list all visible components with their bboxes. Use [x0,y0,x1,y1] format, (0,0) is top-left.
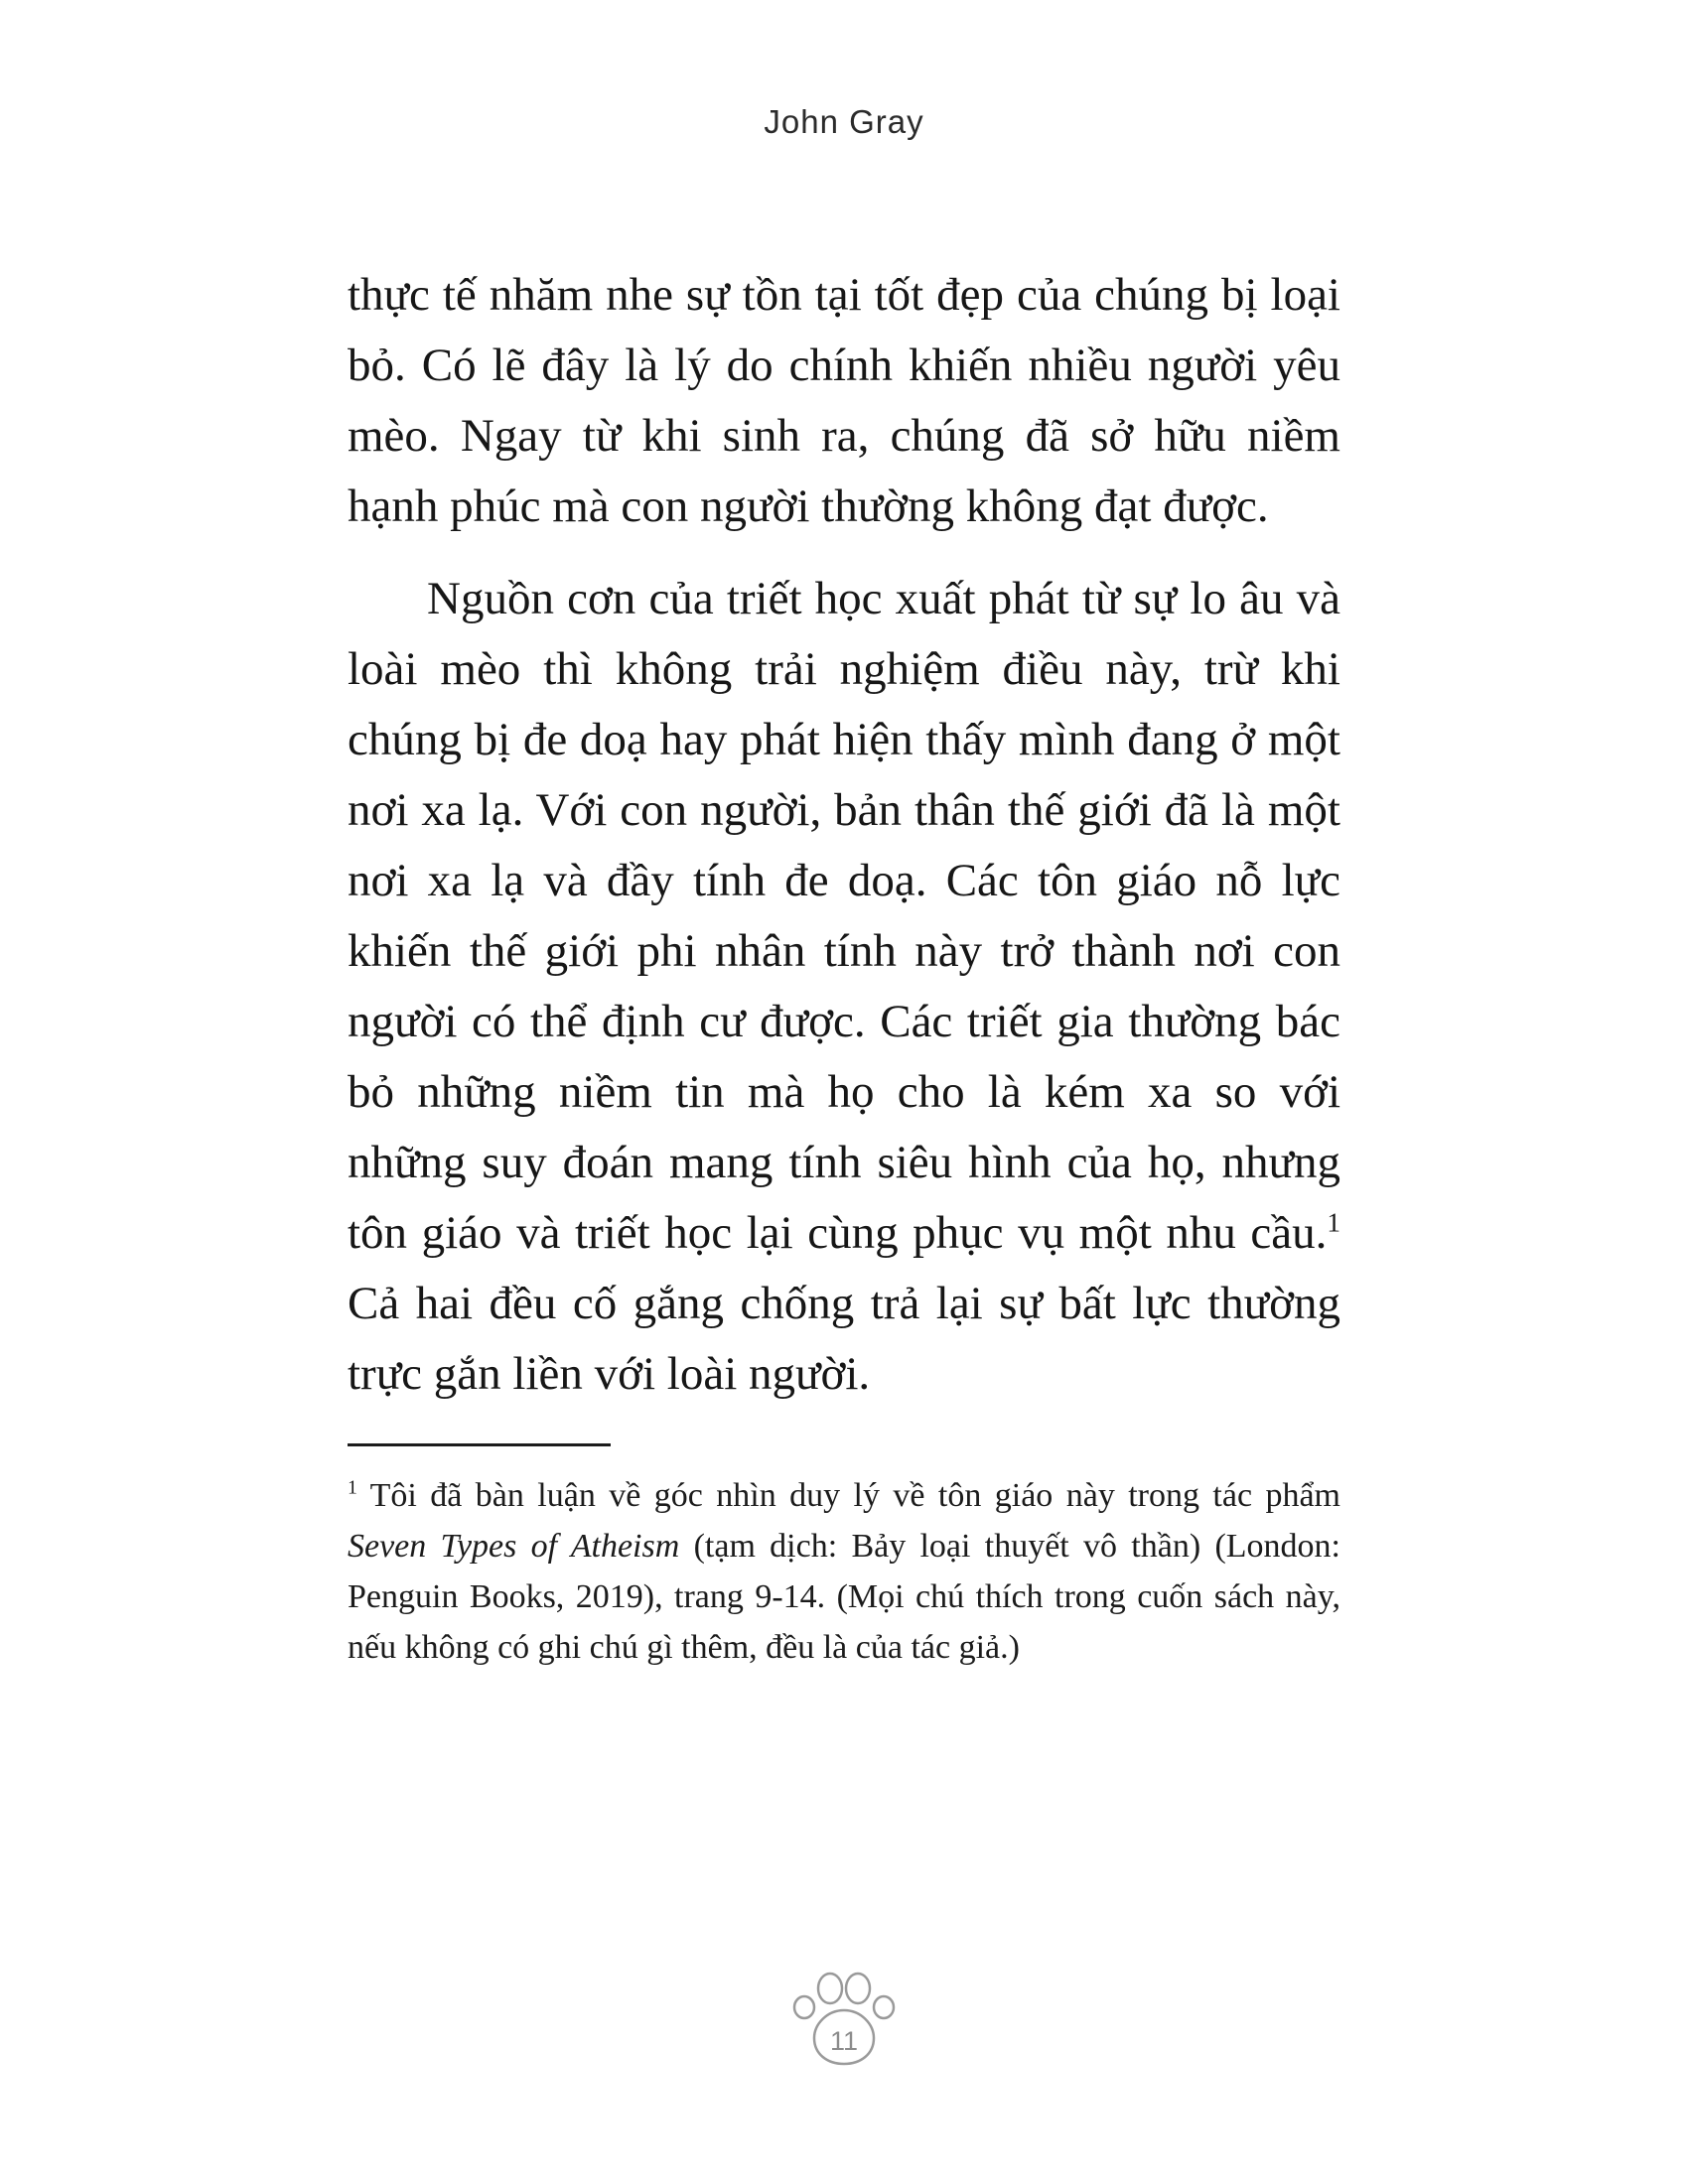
paragraph-text: thực tế nhăm nhe sự tồn tại tốt đẹp của chúng bị loại bỏ. Có lẽ đây là lý do chính khiến nhiều người yêu mèo. Ngay từ khi sinh ra, chúng đã sở hữu niềm hạnh phúc mà con người thường không đạt được. [348,269,1340,532]
paragraph [348,564,1340,1410]
book-title: Seven Types of Atheism [348,1528,680,1565]
footnote-divider [348,1443,611,1446]
footnote-area [348,1443,1340,1673]
page-footer [0,1971,1688,2074]
footnote-segment: (tạm dịch: Bảy loại thuyết vô thần) (London: Penguin Books, 2019), trang 9-14. (Mọi chú thích trong cuốn sách này, nếu không có ghi chú gì thêm, đều là của tác giả.) [348,1528,1340,1666]
footnote-marker: 1 [348,1476,357,1499]
footnote-reference: 1 [1327,1207,1340,1238]
body-text [348,260,1340,1673]
page-number: 11 [829,2026,859,2056]
running-header-author: John Gray [764,103,924,140]
paragraph [348,260,1340,542]
paragraph-text: Cả hai đều cố gắng chống trả lại sự bất lực thường trực gắn liền với loài người. [348,1278,1340,1400]
paw-print-icon [788,1971,900,2074]
footnote-segment: Tôi đã bàn luận về góc nhìn duy lý về tôn giáo này trong tác phẩm [356,1477,1340,1514]
paragraph-text: Nguồn cơn của triết học xuất phát từ sự lo âu và loài mèo thì không trải nghiệm điều này, trừ khi chúng bị đe doạ hay phát hiện thấy mình đang ở một nơi xa lạ. Với con người, bản thân thế giới đã là một nơi xa lạ và đầy tính đe doạ. Các tôn giáo nỗ lực khiến thế giới phi nhân tính này trở thành nơi con người có thể định cư được. Các triết gia thường bác bỏ những niềm tin mà họ cho là kém xa so với những suy đoán mang tính siêu hình của họ, nhưng tôn giáo và triết học lại cùng phục vụ một nhu cầu. [348,573,1340,1259]
paw-print-ornament [788,1971,900,2074]
footnote-text [348,1470,1340,1673]
